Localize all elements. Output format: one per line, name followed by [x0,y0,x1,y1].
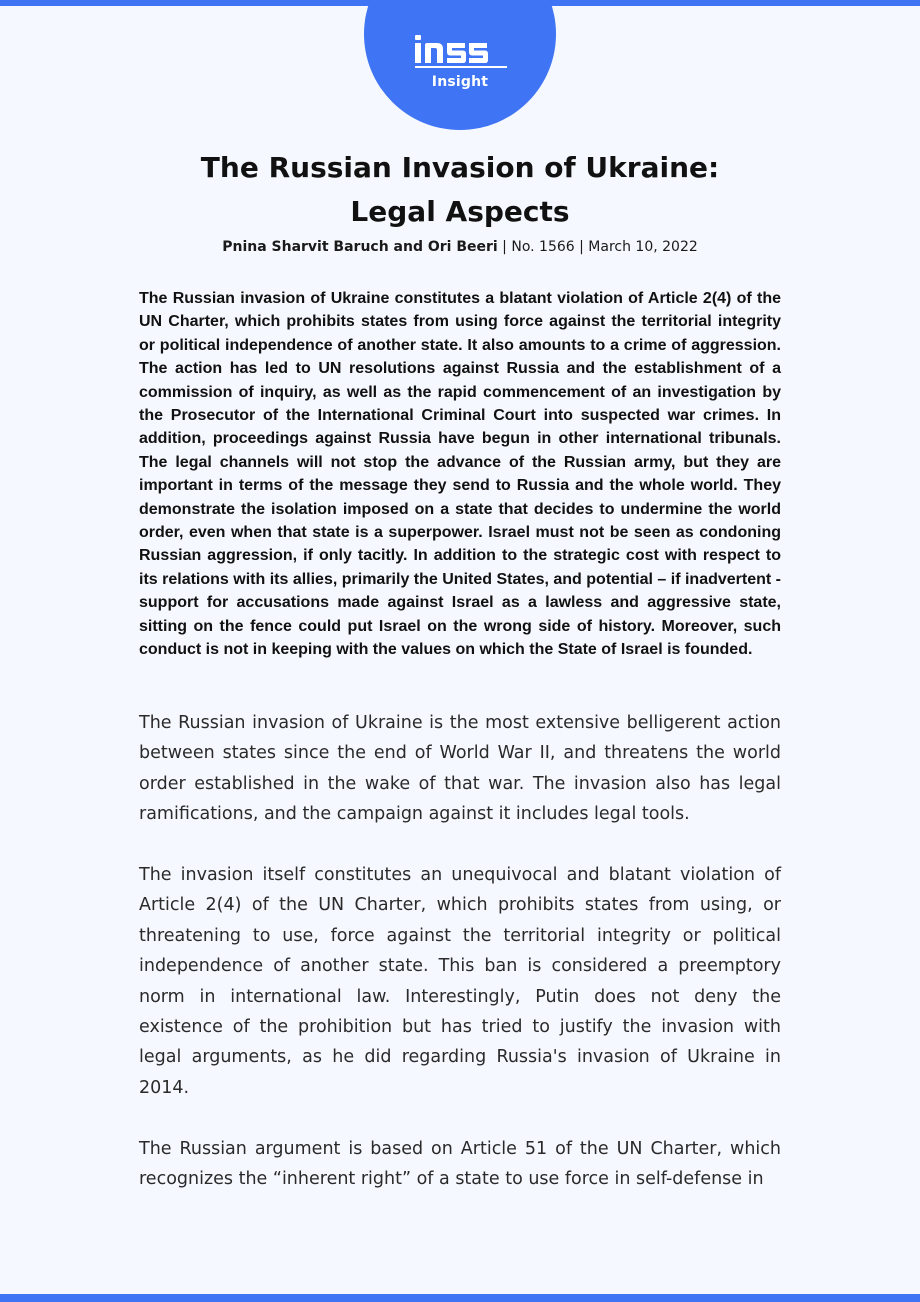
paragraph: The Russian argument is based on Article 51 of the UN Charter, which recognizes the “inherent right” of a state to use force in self-defense in [139,1138,781,1190]
publish-date: March 10, 2022 [588,239,698,255]
article-body [139,708,781,1225]
abstract: The Russian invasion of Ukraine constitutes a blatant violation of Article 2(4) of the UN Charter, which prohibits states from using force against the territorial integrity or political independence of another state. It also amounts to a crime of aggression. The action has led to UN resolutions against Russia and the establishment of a commission of inquiry, as well as the rapid commencement of an investigation by the Prosecutor of the International Criminal Court into suspected war crimes. In addition, proceedings against Russia have begun in other international tribunals. The legal channels will not stop the advance of the Russian army, but they are important in terms of the message they send to Russia and the whole world. They demonstrate the isolation imposed on a state that decides to undermine the world order, even when that state is a superpower. Israel must not be seen as condoning Russian aggression, if only tacitly. In addition to the strategic cost with respect to its relations with its allies, primarily the United States, and potential – if inadvertent - support for accusations made against Israel as a lawless and aggressive state, sitting on the fence could put Israel on the wrong side of history. Moreover, such conduct is not in keeping with the values on which the State of Israel is founded. [139,290,781,659]
paragraph: The invasion itself constitutes an unequivocal and blatant violation of Article 2(4) of the UN Charter, which prohibits states from using, or threatening to use, force against the territorial integrity or political independence of another state. This ban is considered a preemptory norm in international law. Interestingly, Putin does not deny the existence of the prohibition but has tried to justify the invasion with legal arguments, as he did regarding Russia's invasion of Ukraine in 2014. [139,865,781,1098]
authors: Pnina Sharvit Baruch and Ori Beeri [222,239,498,255]
logo-subtitle: Insight [431,74,489,90]
byline [110,237,810,257]
article-title: The Russian Invasion of Ukraine: Legal Aspects [200,151,720,228]
separator: | [574,239,589,255]
issue-number: No. 1566 [511,239,575,255]
bottom-accent-bar [0,1294,920,1302]
paragraph: The Russian invasion of Ukraine is the most extensive belligerent action between states since the end of World War II, and threatens the world order established in the wake of that war. The invasion also has legal ramifications, and the campaign against it includes legal tools. [139,713,781,825]
inss-logo [413,35,507,69]
separator: | [497,239,512,255]
